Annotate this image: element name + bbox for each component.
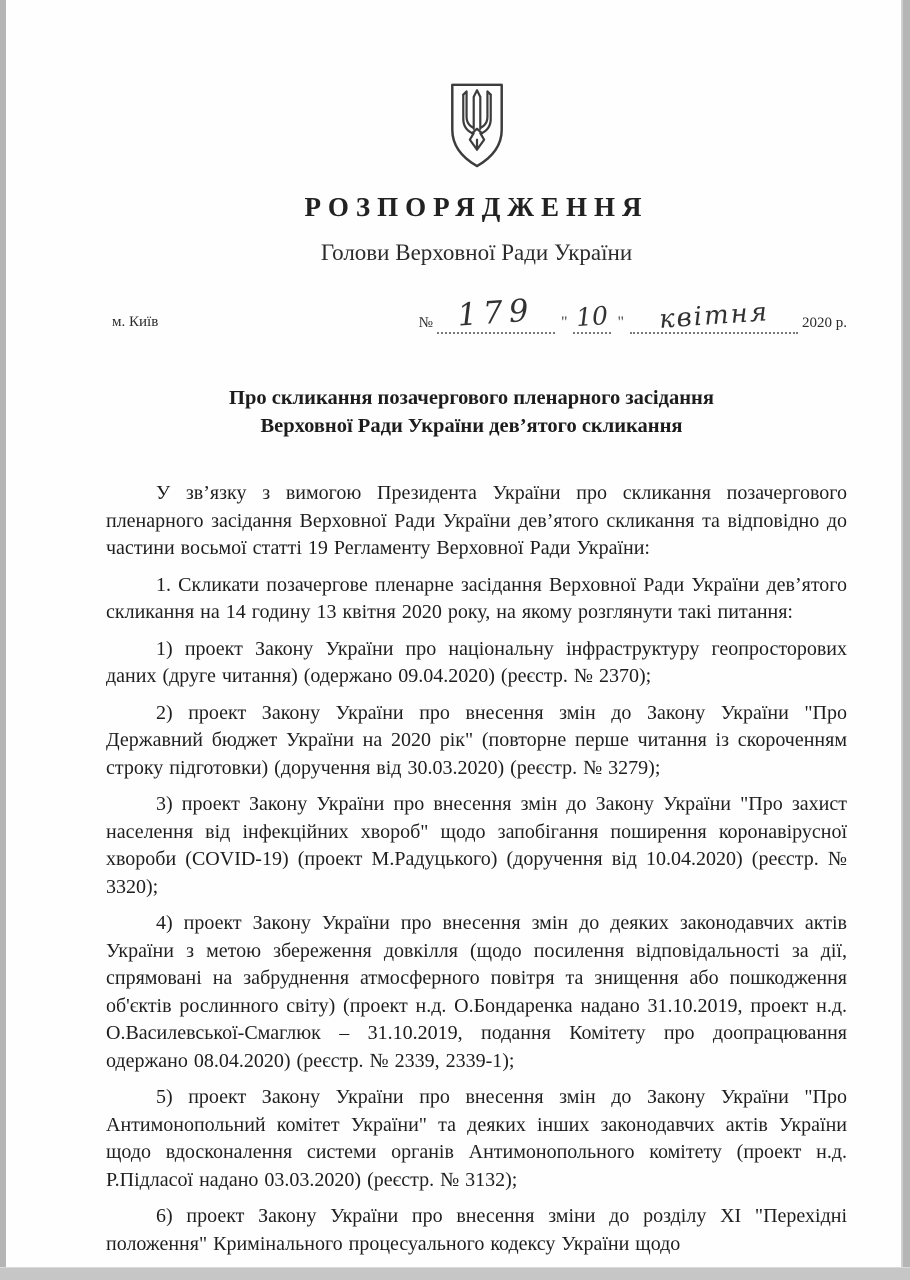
document-title-line2: Верховної Ради України дев’ятого скликання (260, 415, 683, 437)
city-label: м. Київ (112, 314, 159, 330)
issuer-subheading: Голови Верховної Ради України (320, 240, 633, 265)
document-paragraph: У зв’язку з вимогою Президента України про скликання позачергового пленарного засідання Верховної Ради України дев’ятого скликання та відповідно до частини восьмої статті 19 Регламенту Верховної Ради України: (106, 482, 847, 559)
document-paragraph: 3) проект Закону України про внесення змін до Закону України "Про захист населення від інфекційних хвороб" щодо запобігання поширення коронавірусної хвороби (COVID-19) (проект М.Радуцького) (доручення від 10.04.2020) (реєстр. № 3320); (106, 793, 847, 898)
handwritten-document-number: 179 (456, 292, 536, 334)
document-paragraph: 4) проект Закону України про внесення змін до деяких законодавчих актів України з метою збереження довкілля (щодо посилення відповідальності за дії, спрямовані на забруднення атмосферного повітря та знищення або пошкодження об'єктів рослинного світу) (проект н.д. О.Бондаренка надано 31.10.2019, проект н.д. О.Василевської-Смаглюк – 31.10.2019, подання Комітету про доопрацювання одержано 08.04.2020) (реєстр. № 2339, 2339-1); (106, 912, 847, 1072)
emblem-container (106, 82, 847, 170)
day-blank (573, 300, 611, 334)
document-title (106, 384, 837, 440)
document-paragraph: 1. Скликати позачергове пленарне засідання Верховної Ради України дев’ятого скликання на 14 годину 13 квітня 2020 року, на якому розглянути такі питання: (106, 573, 847, 623)
close-quote: " (617, 314, 624, 331)
number-sign: № (418, 315, 433, 331)
handwritten-month: квітня (658, 297, 770, 335)
document-body (106, 480, 847, 1258)
document-paragraph: 2) проект Закону України про внесення змін до Закону України "Про Державний бюджет України на 2020 рік" (повторне перше читання із скороченням строку підготовки) (доручення від 30.03.2020) (реєстр. № 3279); (106, 701, 847, 779)
ukraine-trident-icon (449, 82, 505, 170)
document-paragraph: 6) проект Закону України про внесення зміни до розділу XI "Перехідні положення" Кримінального процесуального кодексу України щодо (106, 1205, 847, 1255)
open-quote: " (560, 314, 568, 331)
year-label: 2020 р. (802, 315, 847, 331)
number-date-line (106, 292, 847, 335)
handwritten-day: 10 (575, 300, 610, 333)
document-paragraph: 5) проект Закону України про внесення змін до Закону України "Про Антимонопольний комітет України" та деяких інших законодавчих актів України щодо вдосконалення системи органів Антимонопольного комітету (проект н.д. Р.Підласої надано 03.03.2020) (реєстр. № 3132); (106, 1086, 847, 1191)
scan-bottom-edge (0, 1267, 910, 1280)
document-number-blank (437, 292, 555, 334)
document-paragraph: 1) проект Закону України про національну інфраструктуру геопросторових даних (друге читання) (одержано 09.04.2020) (реєстр. № 2370); (106, 637, 847, 687)
document-type-heading: РОЗПОРЯДЖЕННЯ (304, 192, 649, 222)
document-page (6, 0, 903, 1268)
number-date-fields (418, 292, 847, 335)
document-title-line1: Про скликання позачергового пленарного засідання (229, 387, 714, 409)
month-blank (630, 297, 798, 335)
